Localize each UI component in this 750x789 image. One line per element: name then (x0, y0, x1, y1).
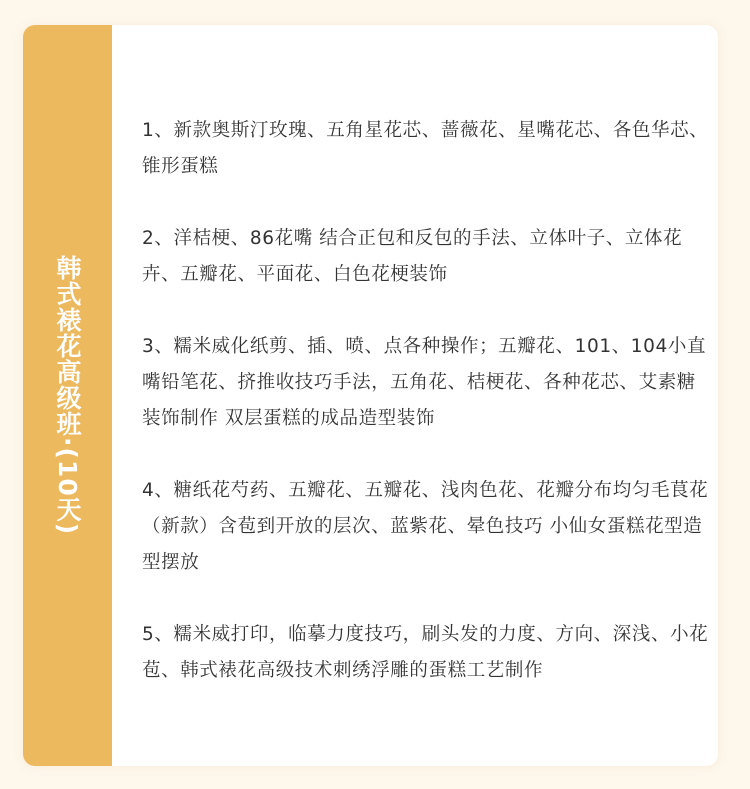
list-item: 2、洋桔梗、86花嘴 结合正包和反包的手法、立体叶子、立体花卉、五瓣花、平面花、白色花梗装饰 (142, 228, 683, 285)
list-item: 5、糯米威打印，临摹力度技巧，刷头发的力度、方向、深浅、小花苞、韩式裱花高级技术刺绣浮雕的蛋糕工艺制作 (142, 624, 709, 681)
list-item: 4、糖纸花芍药、五瓣花、五瓣花、浅肉色花、花瓣分布均匀毛茛花（新款）含苞到开放的层次、蓝紫花、晕色技巧 小仙女蛋糕花型造型摆放 (142, 480, 709, 573)
course-card (23, 25, 718, 766)
course-title: 韩式裱花高级班·(10天) (53, 255, 82, 536)
course-content-list (142, 113, 712, 689)
list-item: 3、糯米威化纸剪、插、喷、点各种操作；五瓣花、101、104小直嘴铅笔花、挤推收技巧手法，五角花、桔梗花、各种花芯、艾素糖装饰制作 双层蛋糕的成品造型装饰 (142, 336, 707, 429)
course-title-container (23, 25, 112, 766)
list-item: 1、新款奥斯汀玫瑰、五角星花芯、蔷薇花、星嘴花芯、各色华芯、锥形蛋糕 (142, 120, 709, 177)
